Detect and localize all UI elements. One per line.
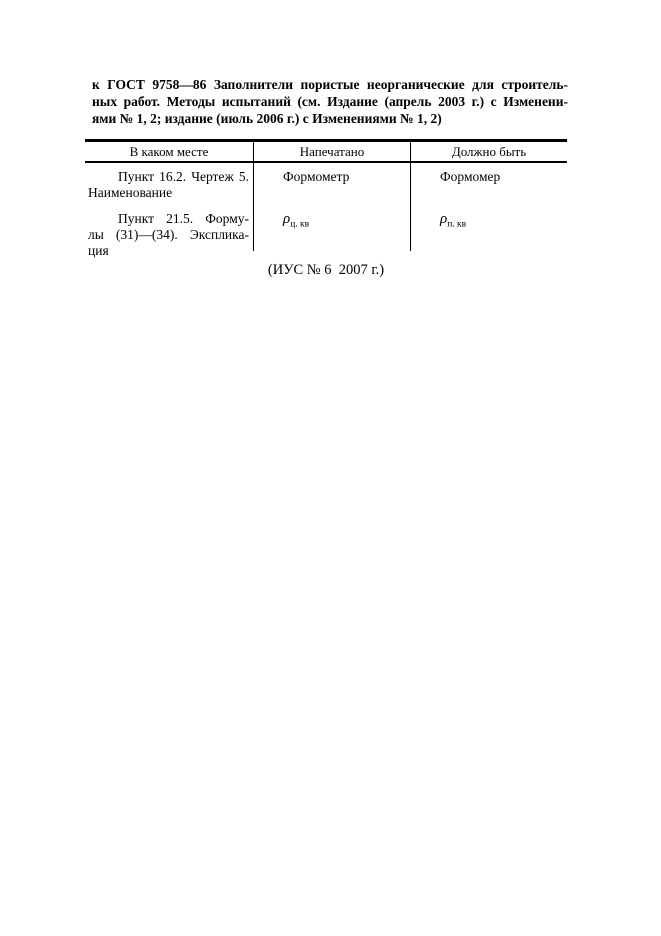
rho-subscript: ц. кв — [290, 219, 310, 230]
rho-symbol: ρ — [283, 211, 291, 227]
table-row-2-printed-cell — [253, 205, 410, 251]
should-be-value: Формомер — [440, 169, 501, 184]
location-line: Пункт 16.2. Чертеж 5. — [118, 169, 249, 184]
location-line: ция — [88, 243, 109, 258]
header-line: ных работ. Методы испытаний (см. Издание (апрель 2003 г.) с Изменени- — [92, 94, 568, 109]
column-header-location: В каком месте — [85, 139, 253, 163]
rho-symbol: ρ — [440, 211, 448, 227]
column-header-printed: Напечатано — [253, 139, 410, 163]
location-line: Наименование — [88, 185, 173, 200]
header-line: к ГОСТ 9758—86 Заполнители пористые неорганические для строитель- — [92, 77, 568, 92]
errata-table — [85, 139, 567, 258]
table-row-1-location-cell — [85, 163, 253, 205]
location-line: лы (31)—(34). Эксплика- — [88, 227, 249, 242]
table-row-2-should-be-cell — [410, 205, 567, 251]
errata-header-paragraph — [92, 76, 568, 127]
table-row-2-location-cell — [85, 205, 253, 258]
printed-value: Формометр — [283, 169, 350, 184]
header-line: ями № 1, 2; издание (июль 2006 г.) с Изменениями № 1, 2) — [92, 111, 442, 126]
column-header-should-be: Должно быть — [410, 139, 567, 163]
table-row-1-printed-cell — [253, 163, 410, 205]
location-line: Пункт 21.5. Форму- — [118, 211, 249, 226]
table-row-1-should-be-cell — [410, 163, 567, 205]
ius-source-note: (ИУС № 6 2007 г.) — [267, 262, 385, 278]
rho-subscript: п. кв — [447, 219, 467, 230]
